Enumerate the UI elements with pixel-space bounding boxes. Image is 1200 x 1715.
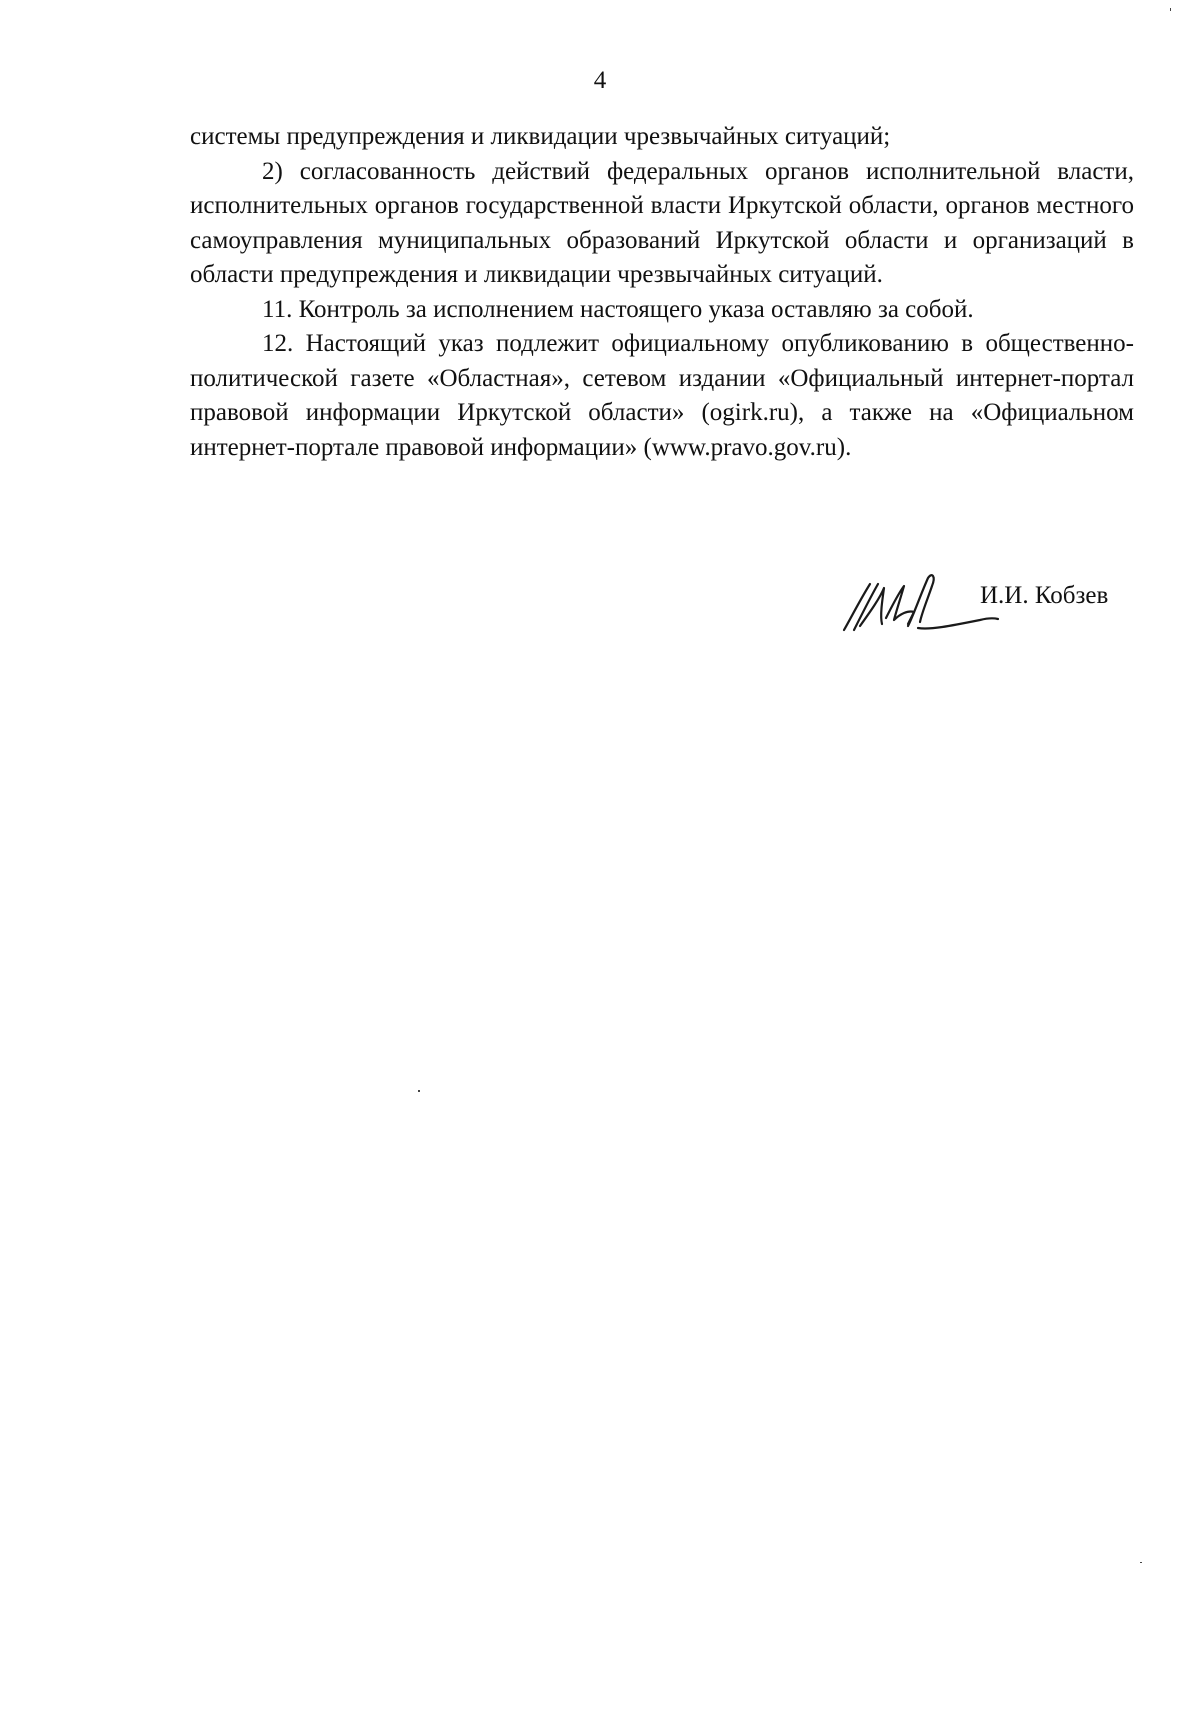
page-number: 4 [593, 67, 607, 94]
paragraph-1: системы предупреждения и ликвидации чрезвычайных ситуаций; [190, 123, 891, 150]
scan-speck [1140, 1562, 1142, 1563]
document-body [190, 120, 1134, 465]
paragraph-4: 12. Настоящий указ подлежит официальному опубликованию в общественно-политической газете «Областная», сетевом издании «Официальный интернет-портал правовой информации Иркутской области» (ogirk.ru), а также на «Официальном интернет-портале правовой информации» (www.pravo.gov.ru). [190, 330, 1134, 461]
scan-speck [1170, 8, 1171, 11]
paragraph-3: 11. Контроль за исполнением настоящего указа оставляю за собой. [262, 295, 974, 323]
signer-name: И.И. Кобзев [980, 582, 1109, 609]
scan-speck [418, 1090, 420, 1092]
paragraph-2: 2) согласованность действий федеральных органов исполнительной власти, исполнительных органов государственной власти Иркутской области, органов местного самоуправления муниципальных образований Иркутской области и организаций в области предупреждения и ликвидации чрезвычайных ситуаций. [190, 157, 1134, 288]
signature-block [830, 566, 1150, 656]
handwritten-signature-icon [830, 566, 1000, 646]
